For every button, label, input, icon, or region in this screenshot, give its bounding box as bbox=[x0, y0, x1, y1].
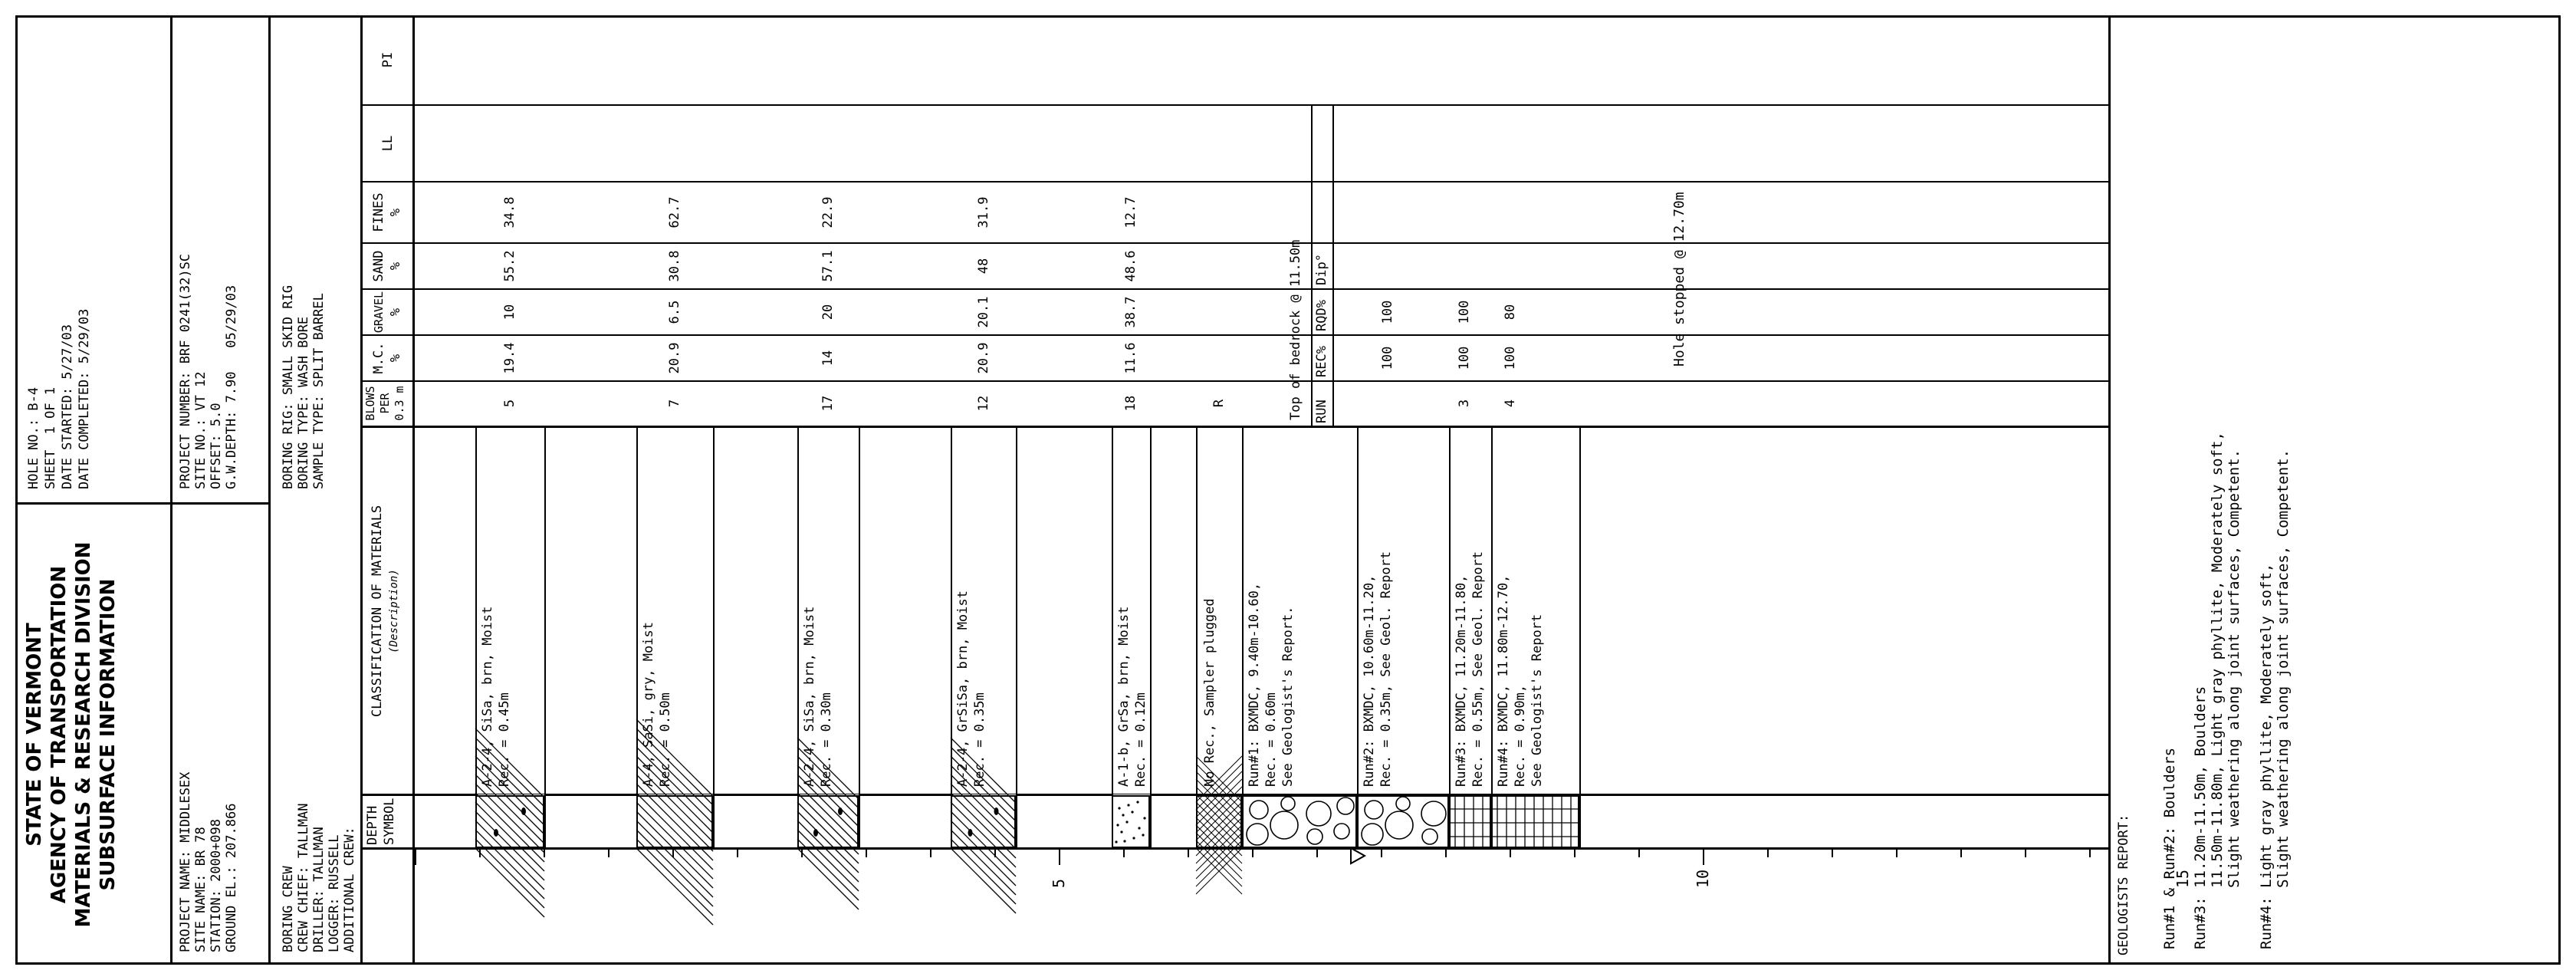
row-border bbox=[1242, 428, 1244, 848]
depth-tick bbox=[1832, 848, 1833, 857]
offset: OFFSET: 5.0 bbox=[209, 403, 224, 489]
sample-recovery: Rec. = 0.50m bbox=[658, 692, 673, 787]
boring-crew: BORING CREW bbox=[281, 866, 296, 952]
core-run-number: 3 bbox=[1457, 399, 1472, 408]
sample-moisture: 11.6 bbox=[1123, 342, 1138, 374]
col-blows-1: BLOWS bbox=[363, 386, 377, 421]
boulders-symbol bbox=[1242, 794, 1357, 848]
sample-fines: 31.9 bbox=[975, 196, 991, 229]
col-mc-2: % bbox=[388, 354, 403, 363]
title-line-1: STATE OF VERMONT bbox=[23, 623, 46, 847]
sample-sand: 48.6 bbox=[1123, 250, 1138, 282]
col-symbol: SYMBOL bbox=[382, 797, 397, 845]
sample-fines: 12.7 bbox=[1123, 196, 1138, 229]
sample-recovery: Rec. = 0.30m bbox=[819, 692, 834, 787]
crew-chief: CREW CHIEF: TALLMAN bbox=[296, 803, 311, 952]
col-fines-1: FINES bbox=[371, 192, 386, 232]
core-recovery: 100 bbox=[1503, 346, 1518, 370]
date-started: DATE STARTED: 5/27/03 bbox=[60, 324, 75, 489]
title-line-2: AGENCY OF TRANSPORTATION bbox=[48, 565, 71, 904]
sample-recovery: Rec. = 0.45m bbox=[497, 692, 512, 787]
site-number: SITE NO.: VT 12 bbox=[193, 371, 209, 489]
ground-elevation: GROUND EL.: 207.866 bbox=[224, 803, 239, 952]
depth-tick bbox=[1316, 848, 1318, 857]
row-border bbox=[713, 428, 715, 848]
core-recovery: 100 bbox=[1457, 346, 1472, 370]
silty-sand-symbol bbox=[475, 794, 544, 848]
col-depth: DEPTH bbox=[365, 805, 380, 845]
no-recovery-text: No Rec., Sampler plugged bbox=[1202, 598, 1217, 787]
groundwater-depth: G.W.DEPTH: 7.90 05/29/03 bbox=[224, 284, 239, 489]
date-completed: DATE COMPLETED: 5/29/03 bbox=[77, 308, 92, 489]
row-border bbox=[1357, 428, 1359, 848]
row-border bbox=[1579, 428, 1581, 848]
depth-tick bbox=[1381, 848, 1382, 857]
sample-gravel: 6.5 bbox=[667, 300, 682, 324]
depth-tick bbox=[415, 847, 416, 865]
station: STATION: 2000+098 bbox=[209, 819, 224, 952]
core-rqd: 100 bbox=[1380, 300, 1395, 324]
core-rqd: 100 bbox=[1457, 300, 1472, 324]
sample-description: A-2-4, SiSa, brn, Moist bbox=[480, 606, 495, 787]
core-head-rqd: RQD% bbox=[1314, 300, 1329, 331]
sample-gravel: 38.7 bbox=[1123, 296, 1138, 328]
core-run-description: Run#2: BXMDC, 10.60m-11.20, bbox=[1362, 574, 1377, 787]
sample-type: SAMPLE TYPE: SPLIT BARREL bbox=[311, 293, 327, 489]
geologist-report-line: 11.50m-11.80m, Light gray phyllite, Moderately soft, bbox=[2209, 432, 2226, 949]
sample-recovery: Rec. = 0.35m bbox=[972, 692, 987, 787]
additional-crew: ADDITIONAL CREW: bbox=[342, 827, 357, 952]
top-of-bedrock: Top of bedrock @ 11.50m bbox=[1288, 239, 1303, 420]
row-border bbox=[475, 428, 477, 848]
sample-blows: 5 bbox=[502, 399, 518, 408]
sample-sand: 48 bbox=[975, 258, 991, 275]
depth-tick bbox=[608, 848, 610, 857]
depth-tick bbox=[1510, 848, 1511, 857]
col-ll: LL bbox=[380, 135, 396, 152]
sample-description: A-2-4, GrSiSa, brn, Moist bbox=[955, 590, 971, 787]
boring-rig: BORING RIG: SMALL SKID RIG bbox=[281, 284, 296, 489]
sample-description: A-4, SaSi, gry, Moist bbox=[641, 622, 656, 787]
row-border bbox=[859, 428, 860, 848]
core-run-recovery: Rec. = 0.90m, bbox=[1513, 684, 1528, 787]
driller: DRILLER: TALLMAN bbox=[311, 827, 327, 952]
col-blows-3: 0.3 m bbox=[393, 386, 406, 421]
row-border bbox=[636, 428, 638, 848]
core-head-dip: Dip° bbox=[1314, 254, 1329, 285]
sample-description: A-1-b, GrSa, brn, Moist bbox=[1116, 606, 1132, 787]
col-sand-2: % bbox=[388, 261, 403, 271]
depth-tick bbox=[1252, 848, 1254, 857]
sample-gravel: 20.1 bbox=[975, 296, 991, 328]
core-table-line bbox=[1332, 104, 1334, 426]
core-recovery: 100 bbox=[1380, 346, 1395, 370]
sample-fines: 34.8 bbox=[502, 196, 518, 229]
sample-blows: 7 bbox=[667, 399, 682, 408]
core-run-note: See Geologist's Report. bbox=[1280, 606, 1296, 787]
row-border bbox=[1150, 428, 1152, 848]
logger: LOGGER: RUSSELL bbox=[327, 834, 342, 952]
core-run-number: 4 bbox=[1503, 399, 1518, 408]
depth-tick bbox=[1960, 848, 1962, 857]
col-blows-2: PER bbox=[378, 393, 392, 414]
silty-sand-symbol bbox=[951, 794, 1016, 848]
core-run-note: See Geologist's Report bbox=[1530, 613, 1545, 787]
sample-sand: 30.8 bbox=[667, 250, 682, 282]
depth-tick bbox=[737, 848, 738, 857]
row-border bbox=[951, 428, 952, 848]
col-classification: CLASSIFICATION OF MATERIALS bbox=[370, 505, 385, 718]
core-run-recovery: Rec. = 0.35m, See Geol. Report bbox=[1378, 551, 1394, 787]
sample-moisture: 14 bbox=[820, 350, 836, 367]
depth-tick bbox=[866, 848, 867, 857]
title-line-4: SUBSURFACE INFORMATION bbox=[97, 578, 120, 891]
sample-fines: 22.9 bbox=[820, 196, 836, 229]
sample-fines: 62.7 bbox=[667, 196, 682, 229]
phyllite-symbol bbox=[1449, 794, 1491, 848]
project-name: PROJECT NAME: MIDDLESEX bbox=[178, 771, 193, 952]
col-classification-sub: (Description) bbox=[388, 569, 400, 653]
sample-description: A-2-4, SiSa, brn, Moist bbox=[802, 606, 817, 787]
sample-sand: 55.2 bbox=[502, 250, 518, 282]
col-pi: PI bbox=[380, 51, 396, 68]
sample-moisture: 19.4 bbox=[502, 342, 518, 374]
sample-moisture: 20.9 bbox=[975, 342, 991, 374]
sample-gravel: 10 bbox=[502, 304, 518, 321]
geologist-report-title: GEOLOGISTS REPORT: bbox=[2116, 814, 2131, 955]
depth-tick bbox=[930, 848, 932, 857]
row-border bbox=[1112, 428, 1113, 848]
geologist-report-line: Run#3: 11.20m-11.50m, Boulders bbox=[2192, 686, 2209, 949]
geologist-report-line: Run#4: Light gray phyllite, Moderately soft, bbox=[2258, 563, 2275, 949]
depth-tick bbox=[2089, 848, 2091, 857]
hole-number: HOLE NO.: B-4 bbox=[26, 386, 41, 489]
depth-tick bbox=[1703, 847, 1704, 865]
sample-recovery: Rec. = 0.12m bbox=[1133, 692, 1148, 787]
row-border bbox=[544, 428, 546, 848]
silty-sand-symbol bbox=[797, 794, 859, 848]
core-table-line bbox=[1311, 104, 1313, 426]
sample-moisture: 20.9 bbox=[667, 342, 682, 374]
col-mc-1: M.C. bbox=[371, 342, 386, 374]
depth-tick bbox=[1638, 848, 1640, 857]
depth-tick bbox=[672, 848, 674, 857]
depth-label: 5 bbox=[1050, 878, 1068, 888]
no-recovery-blows: R bbox=[1211, 399, 1227, 408]
site-name: SITE NAME: BR 78 bbox=[193, 827, 209, 952]
core-rqd: 80 bbox=[1503, 304, 1518, 321]
col-gravel-2: % bbox=[388, 307, 403, 317]
row-border bbox=[1016, 428, 1017, 848]
core-head-rec: REC% bbox=[1314, 346, 1329, 377]
row-border bbox=[1196, 428, 1198, 848]
depth-tick bbox=[1188, 848, 1189, 857]
row-border bbox=[1491, 428, 1493, 848]
depth-tick bbox=[1059, 847, 1060, 865]
depth-tick bbox=[1767, 848, 1769, 857]
sand-gravel-symbol bbox=[1112, 794, 1150, 848]
silty-sand-symbol bbox=[636, 794, 713, 848]
geologist-report-line: Run#1 & Run#2: Boulders bbox=[2161, 747, 2178, 949]
core-run-description: Run#3: BXMDC, 11.20m-11.80, bbox=[1454, 574, 1469, 787]
sample-blows: 18 bbox=[1123, 395, 1138, 412]
depth-tick bbox=[1445, 848, 1447, 857]
core-head-run: RUN bbox=[1314, 400, 1329, 423]
row-border bbox=[1449, 428, 1451, 848]
project-number: PROJECT NUMBER: BRF 0241(32)SC bbox=[178, 253, 193, 489]
core-run-recovery: Rec. = 0.60m bbox=[1263, 692, 1279, 787]
title-line-3: MATERIALS & RESEARCH DIVISION bbox=[72, 541, 95, 928]
col-sand-1: SAND bbox=[371, 250, 386, 282]
col-fines-2: % bbox=[388, 208, 403, 217]
core-run-description: Run#1: BXMDC, 9.40m-10.60, bbox=[1247, 582, 1262, 787]
hole-stopped: Hole stopped @ 12.70m bbox=[1671, 192, 1687, 367]
sample-blows: 17 bbox=[820, 395, 836, 412]
depth-tick bbox=[1123, 848, 1125, 857]
core-run-description: Run#4: BXMDC, 11.80m-12.70, bbox=[1496, 574, 1511, 787]
row-border bbox=[797, 428, 799, 848]
depth-tick bbox=[1574, 848, 1576, 857]
sample-blows: 12 bbox=[975, 395, 991, 412]
col-gravel-1: GRAVEL bbox=[372, 291, 386, 334]
depth-label: 15 bbox=[2173, 869, 2192, 888]
sample-gravel: 20 bbox=[820, 304, 836, 321]
sheet-number: SHEET 1 OF 1 bbox=[43, 386, 58, 489]
geologist-report-line: Slight weathering along joint surfaces, Competent. bbox=[2275, 449, 2292, 949]
sample-sand: 57.1 bbox=[820, 250, 836, 282]
no-recovery-symbol bbox=[1196, 794, 1242, 848]
depth-tick bbox=[1896, 848, 1898, 857]
geologist-report-line: Slight weathering along joint surfaces, Competent. bbox=[2226, 449, 2242, 949]
core-run-recovery: Rec. = 0.55m, See Geol. Report bbox=[1470, 551, 1486, 787]
phyllite-symbol bbox=[1491, 794, 1579, 848]
depth-tick bbox=[2025, 848, 2026, 857]
depth-label: 10 bbox=[1694, 869, 1712, 888]
boulders-symbol bbox=[1357, 794, 1449, 848]
boring-type: BORING TYPE: WASH BORE bbox=[296, 316, 311, 489]
